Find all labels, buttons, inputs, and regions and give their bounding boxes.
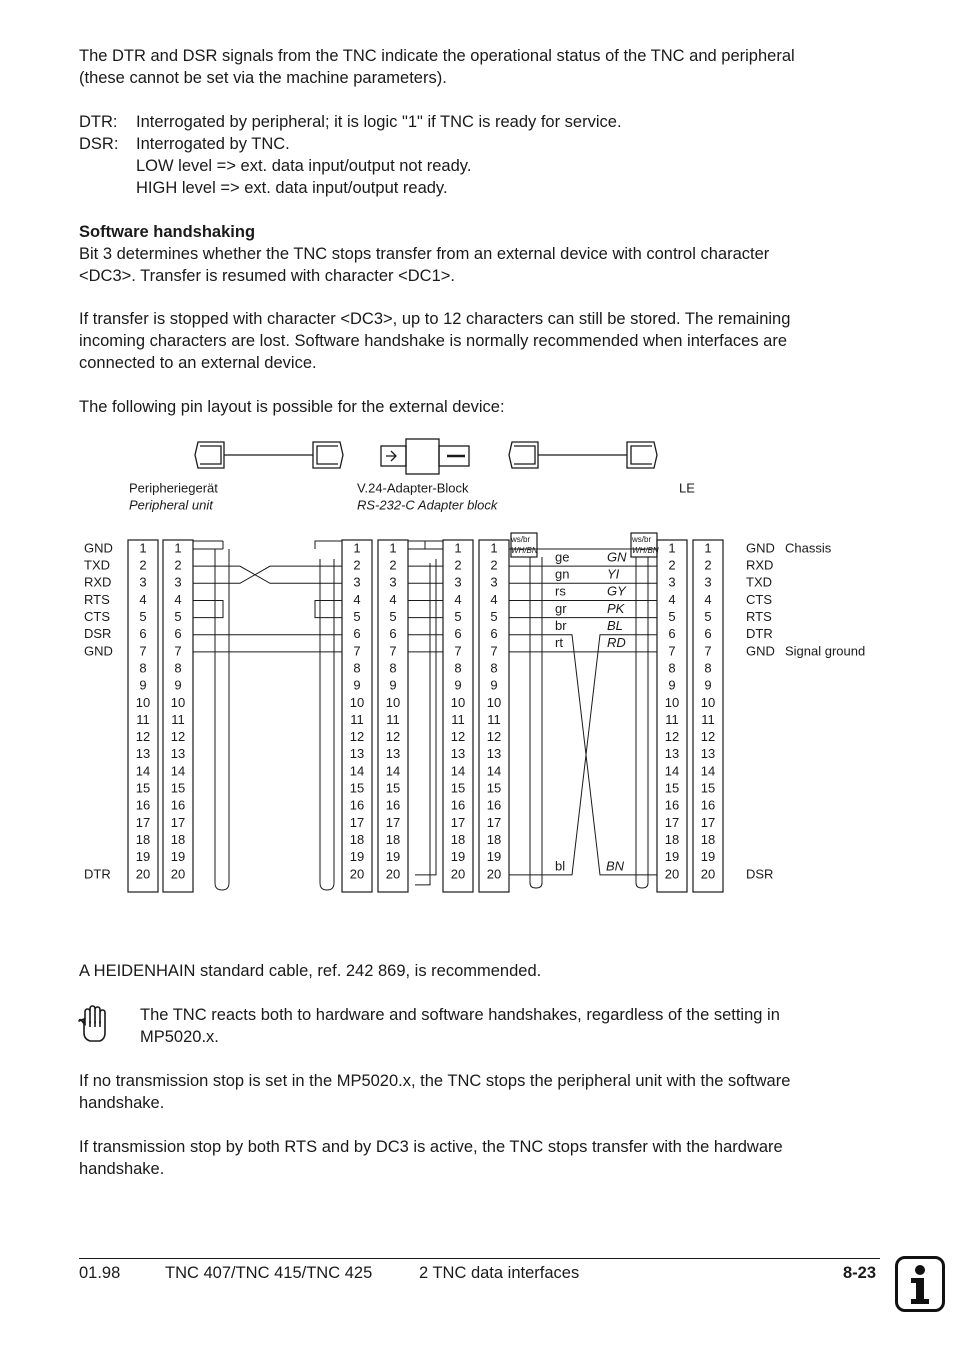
para4-line1: If no transmission stop is set in the MP5020.x, the TNC stops the peripheral unit with the software: [79, 1072, 791, 1090]
pin-number: 11: [665, 711, 679, 727]
pin-number: 8: [668, 660, 676, 676]
pin-number: 14: [664, 763, 680, 779]
pin-number: 20: [664, 866, 680, 882]
shield-label-en: WH/BN: [511, 546, 538, 556]
wire-color-en: BN: [606, 858, 625, 874]
pin-number: 13: [170, 746, 186, 762]
note-line1: The TNC reacts both to hardware and software handshakes, regardless of the setting in: [140, 1006, 780, 1024]
note-line2: MP5020.x.: [140, 1028, 219, 1046]
pin-number: 20: [349, 866, 365, 882]
pin-number: 13: [385, 746, 401, 762]
pin-number: 17: [385, 814, 401, 830]
footer-product: TNC 407/TNC 415/TNC 425: [165, 1264, 373, 1282]
pin-number: 16: [349, 797, 365, 813]
pin-number: 12: [450, 729, 466, 745]
pin-number: 10: [349, 694, 365, 710]
pin-number: 2: [704, 557, 712, 573]
pin-number: 6: [353, 626, 361, 642]
right-signal-label: DSR: [746, 866, 774, 882]
pin-number: 3: [389, 574, 397, 590]
pin-number: 13: [700, 746, 716, 762]
pin-number: 12: [349, 729, 365, 745]
pin-number: 6: [704, 626, 712, 642]
pin-number: 17: [700, 814, 716, 830]
pin-number: 7: [353, 643, 361, 659]
pin-number: 5: [174, 609, 182, 625]
intro-line-1: The DTR and DSR signals from the TNC indicate the operational status of the TNC and peripheral: [79, 47, 795, 65]
shield-loop-left: [530, 557, 542, 888]
right-signal-label: TXD: [746, 574, 772, 590]
right-signal-label: RXD: [746, 557, 774, 573]
pin-number: 14: [135, 763, 151, 779]
pin-number: 14: [486, 763, 502, 779]
pin-number: 1: [174, 540, 182, 556]
wire-color-en: PK: [607, 600, 625, 616]
dtr-description: Interrogated by peripheral; it is logic "1" if TNC is ready for service.: [136, 113, 622, 131]
wire-rts-cts-loop-left: [193, 600, 223, 617]
right-signal-label: RTS: [746, 609, 772, 625]
pin-number: 6: [454, 626, 462, 642]
hand-pointing-icon: [78, 1005, 110, 1045]
pin-number: 11: [136, 711, 150, 727]
cable-wire-cross: [509, 635, 657, 875]
pin-number: 3: [139, 574, 147, 590]
pin-number: 15: [486, 780, 502, 796]
pin-number: 19: [349, 849, 365, 865]
pin-number: 8: [353, 660, 361, 676]
pin-number: 5: [454, 609, 462, 625]
pin-number: 9: [389, 677, 397, 693]
pin-number: 2: [353, 557, 361, 573]
pin-number: 5: [490, 609, 498, 625]
para5-line1: If transmission stop by both RTS and by DC3 is active, the TNC stops transfer with the hardware: [79, 1138, 783, 1156]
pin-number: 17: [135, 814, 151, 830]
pin-number: 3: [668, 574, 676, 590]
left-signal-label: DTR: [84, 866, 111, 882]
wire-color-de: gn: [555, 566, 570, 582]
pin-number: 7: [139, 643, 147, 659]
pin-number: 15: [664, 780, 680, 796]
pin-number: 6: [389, 626, 397, 642]
pin-number: 20: [135, 866, 151, 882]
pin-number: 2: [139, 557, 147, 573]
pin-number: 16: [170, 797, 186, 813]
wire-gnd-bridge: [193, 541, 223, 549]
shield-loop-right: [636, 557, 648, 888]
right-signal-label: GND: [746, 643, 775, 659]
pin-number: 14: [385, 763, 401, 779]
pin-number: 1: [353, 540, 361, 556]
pin-number: 20: [486, 866, 502, 882]
pin-number: 1: [454, 540, 462, 556]
wire-color-de: ge: [555, 549, 570, 565]
pin-number: 10: [385, 694, 401, 710]
para1-line1: Bit 3 determines whether the TNC stops transfer from an external device with control character: [79, 245, 770, 263]
footer-rule: [79, 1258, 880, 1259]
pin-number: 15: [385, 780, 401, 796]
pin-number: 10: [170, 694, 186, 710]
pin-number: 9: [139, 677, 147, 693]
pin-number: 7: [490, 643, 498, 659]
pin-number: 16: [450, 797, 466, 813]
pin-number: 7: [174, 643, 182, 659]
pin-number: 9: [353, 677, 361, 693]
pin-number: 18: [664, 831, 680, 847]
pin-number: 1: [490, 540, 498, 556]
pin-number: 3: [704, 574, 712, 590]
pin-number: 19: [170, 849, 186, 865]
pin-number: 3: [454, 574, 462, 590]
wire-color-en: RD: [607, 635, 626, 651]
right-signal-note: Chassis: [785, 540, 832, 556]
pin-number: 3: [353, 574, 361, 590]
pin-number: 15: [349, 780, 365, 796]
para2-line3: connected to an external device.: [79, 354, 317, 372]
wire-color-en: BL: [607, 618, 623, 634]
pin-number: 4: [454, 591, 462, 607]
pin-number: 11: [451, 711, 465, 727]
pin-number: 13: [486, 746, 502, 762]
pin-number: 5: [139, 609, 147, 625]
pin-number: 5: [389, 609, 397, 625]
pin-number: 15: [170, 780, 186, 796]
pin-number: 13: [135, 746, 151, 762]
pin-number: 11: [350, 711, 364, 727]
pin-number: 12: [486, 729, 502, 745]
section-heading: Software handshaking: [79, 223, 256, 241]
para5-line2: handshake.: [79, 1160, 165, 1178]
pin-number: 11: [171, 711, 185, 727]
cable-wire-cross: [509, 635, 657, 875]
dtr-term: DTR:: [79, 113, 118, 131]
pin-number: 6: [174, 626, 182, 642]
pin-number: 17: [349, 814, 365, 830]
pin-number: 10: [664, 694, 680, 710]
pin-number: 17: [486, 814, 502, 830]
dsr-description-3: HIGH level => ext. data input/output ready.: [136, 179, 448, 197]
pin-number: 12: [135, 729, 151, 745]
pin-number: 10: [486, 694, 502, 710]
pin-number: 18: [486, 831, 502, 847]
left-signal-label: DSR: [84, 626, 112, 642]
pin-number: 20: [450, 866, 466, 882]
right-signal-label: GND: [746, 540, 775, 556]
wire-color-en: GY: [607, 583, 626, 599]
pin-number: 8: [454, 660, 462, 676]
pin-number: 9: [490, 677, 498, 693]
pin-number: 3: [174, 574, 182, 590]
shield-label-en: WH/BN: [632, 546, 659, 556]
pin-number: 8: [704, 660, 712, 676]
pin-number: 10: [700, 694, 716, 710]
pin-number: 13: [664, 746, 680, 762]
pin-number: 18: [349, 831, 365, 847]
pin-number: 16: [135, 797, 151, 813]
pin-number: 14: [170, 763, 186, 779]
pin-layout-diagram: [0, 430, 954, 900]
pin-number: 13: [349, 746, 365, 762]
pin-number: 4: [704, 591, 712, 607]
right-signal-label: DTR: [746, 626, 773, 642]
pin-number: 18: [170, 831, 186, 847]
para2-line1: If transfer is stopped with character <DC3>, up to 12 characters can still be stored. The remaining: [79, 310, 791, 328]
footer-chapter: 2 TNC data interfaces: [419, 1264, 580, 1282]
pin-number: 8: [389, 660, 397, 676]
pin-number: 9: [668, 677, 676, 693]
pin-number: 7: [389, 643, 397, 659]
pin-number: 19: [385, 849, 401, 865]
pin-number: 2: [668, 557, 676, 573]
pin-number: 11: [386, 711, 400, 727]
info-icon: [895, 1256, 945, 1312]
pin-number: 5: [353, 609, 361, 625]
pin-number: 2: [454, 557, 462, 573]
pin-number: 8: [490, 660, 498, 676]
pin-number: 8: [139, 660, 147, 676]
para4-line2: handshake.: [79, 1094, 165, 1112]
pin-number: 17: [664, 814, 680, 830]
pin-number: 20: [385, 866, 401, 882]
pin-number: 17: [450, 814, 466, 830]
cable-connectors-illustration: [195, 439, 657, 474]
peripheral-label-en: Peripheral unit: [129, 497, 213, 513]
pin-number: 11: [487, 711, 501, 727]
adapter-label-en: RS-232-C Adapter block: [357, 497, 498, 513]
pin-number: 9: [454, 677, 462, 693]
pin-number: 9: [704, 677, 712, 693]
pin-number: 19: [700, 849, 716, 865]
right-signal-note: Signal ground: [785, 643, 866, 659]
right-signal-label: CTS: [746, 591, 772, 607]
left-signal-label: GND: [84, 540, 113, 556]
pin-number: 2: [174, 557, 182, 573]
pin-number: 12: [170, 729, 186, 745]
pin-number: 10: [450, 694, 466, 710]
left-signal-label: CTS: [84, 609, 110, 625]
pin-number: 4: [389, 591, 397, 607]
dsr-description-2: LOW level => ext. data input/output not ready.: [136, 157, 472, 175]
pin-number: 7: [454, 643, 462, 659]
pin-number: 2: [490, 557, 498, 573]
adapter-wire-dtr: [415, 559, 436, 875]
wire-color-de: rt: [555, 635, 563, 651]
pin-number: 15: [450, 780, 466, 796]
pin-number: 6: [490, 626, 498, 642]
pin-number: 1: [704, 540, 712, 556]
pin-number: 19: [486, 849, 502, 865]
wire-color-de: bl: [555, 858, 566, 874]
pin-number: 18: [135, 831, 151, 847]
para1-line2: <DC3>. Transfer is resumed with character <DC1>.: [79, 267, 455, 285]
pin-number: 2: [389, 557, 397, 573]
pin-number: 3: [490, 574, 498, 590]
pin-number: 19: [664, 849, 680, 865]
pin-number: 19: [450, 849, 466, 865]
pin-number: 4: [668, 591, 676, 607]
dsr-description-1: Interrogated by TNC.: [136, 135, 290, 153]
pin-number: 1: [389, 540, 397, 556]
left-signal-label: RXD: [84, 574, 112, 590]
pin-number: 9: [174, 677, 182, 693]
para3: The following pin layout is possible for the external device:: [79, 398, 505, 416]
pin-number: 15: [135, 780, 151, 796]
pin-number: 4: [174, 591, 182, 607]
pin-number: 12: [700, 729, 716, 745]
wire-color-en: GN: [607, 549, 627, 565]
para2-line2: incoming characters are lost. Software handshake is normally recommended when interfaces are: [79, 332, 788, 350]
shield-label-de: ws/br: [511, 535, 531, 545]
pin-number: 12: [385, 729, 401, 745]
le-label: LE: [679, 480, 695, 496]
pin-number: 14: [450, 763, 466, 779]
pin-number: 18: [700, 831, 716, 847]
pin-number: 11: [701, 711, 715, 727]
pin-number: 8: [174, 660, 182, 676]
pin-number: 16: [486, 797, 502, 813]
wire-color-de: br: [555, 618, 567, 634]
pin-number: 6: [668, 626, 676, 642]
pin-number: 16: [385, 797, 401, 813]
pin-number: 12: [664, 729, 680, 745]
wire-color-de: rs: [555, 583, 566, 599]
dsr-term: DSR:: [79, 135, 119, 153]
wire-color-de: gr: [555, 600, 567, 616]
pin-number: 13: [450, 746, 466, 762]
shield-label-de: ws/br: [632, 535, 652, 545]
intro-line-2: (these cannot be set via the machine parameters).: [79, 69, 447, 87]
pin-number: 4: [139, 591, 147, 607]
pin-number: 16: [700, 797, 716, 813]
wire-dtr-loop-right: [320, 559, 334, 890]
pin-number: 17: [170, 814, 186, 830]
pin-number: 20: [700, 866, 716, 882]
pin-number: 16: [664, 797, 680, 813]
cable-recommendation: A HEIDENHAIN standard cable, ref. 242 869, is recommended.: [79, 962, 542, 980]
pin-number: 5: [668, 609, 676, 625]
adapter-wire-dtr-2: [415, 563, 430, 885]
left-signal-label: RTS: [84, 591, 110, 607]
footer-date: 01.98: [79, 1264, 121, 1282]
wire-color-en: YI: [607, 566, 620, 582]
peripheral-label-de: Peripheriegerät: [129, 480, 218, 496]
pin-number: 7: [704, 643, 712, 659]
pin-number: 1: [139, 540, 147, 556]
pin-number: 18: [385, 831, 401, 847]
pin-number: 4: [490, 591, 498, 607]
adapter-label-de: V.24-Adapter-Block: [357, 480, 469, 496]
pin-number: 4: [353, 591, 361, 607]
wire-gnd-bridge-right: [315, 541, 342, 549]
pin-number: 15: [700, 780, 716, 796]
pin-number: 19: [135, 849, 151, 865]
pin-number: 10: [135, 694, 151, 710]
left-signal-label: TXD: [84, 557, 110, 573]
footer-page-number: 8-23: [843, 1264, 877, 1282]
pin-number: 20: [170, 866, 186, 882]
pin-number: 1: [668, 540, 676, 556]
left-signal-label: GND: [84, 643, 113, 659]
pin-number: 6: [139, 626, 147, 642]
pin-number: 14: [349, 763, 365, 779]
pin-number: 14: [700, 763, 716, 779]
pin-number: 18: [450, 831, 466, 847]
pin-number: 5: [704, 609, 712, 625]
wire-rts-cts-loop-right: [315, 600, 342, 617]
pin-number: 7: [668, 643, 676, 659]
